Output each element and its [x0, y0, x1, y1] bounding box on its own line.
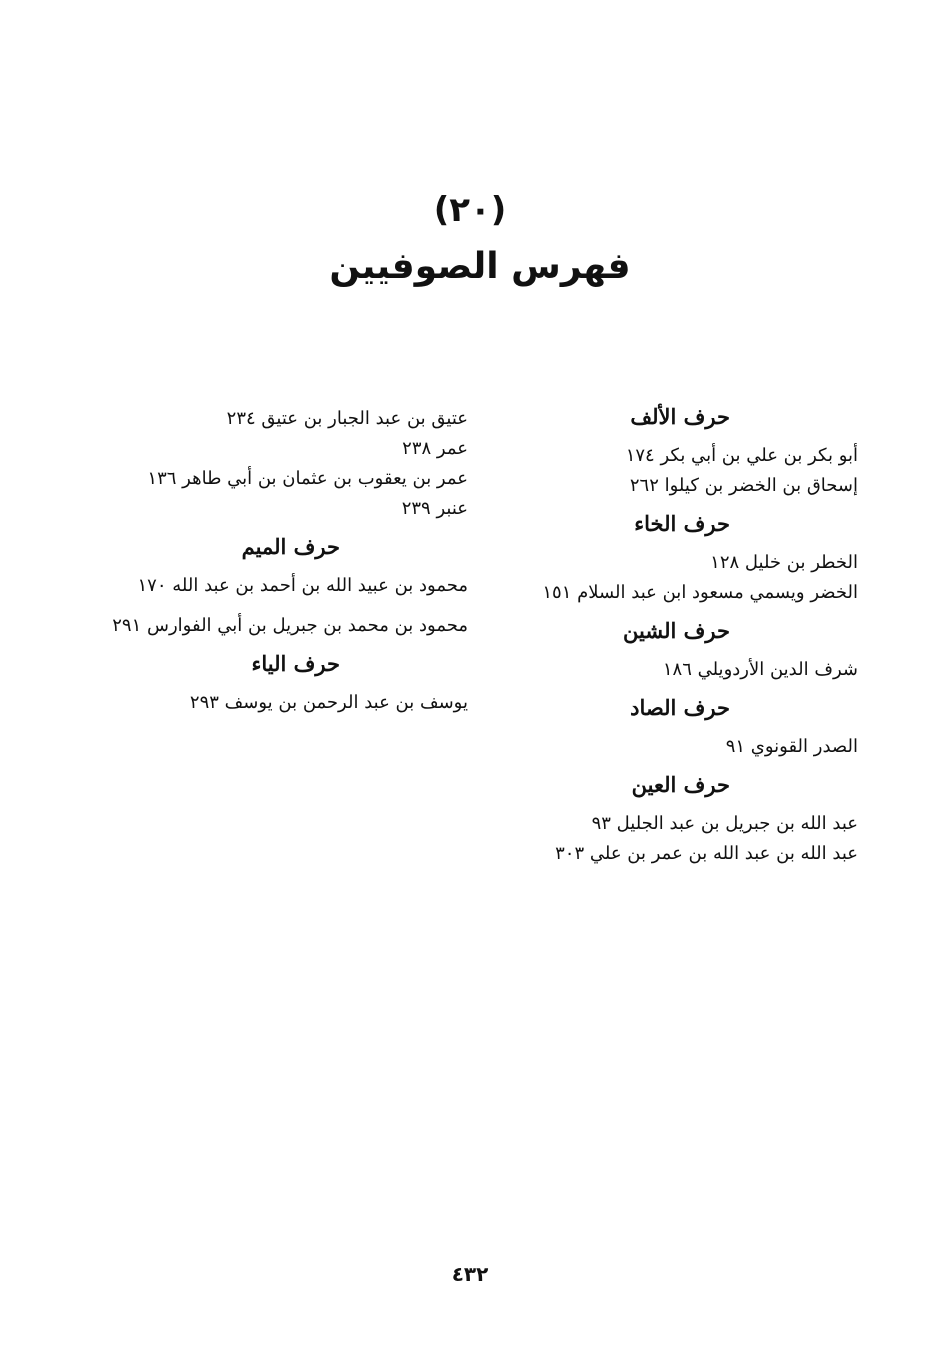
index-entry: الخطر بن خليل ١٢٨ [710, 552, 858, 573]
index-entry: الصدر القونوي ٩١ [725, 736, 858, 757]
index-entry: عنبر ٢٣٩ [401, 498, 468, 519]
letter-group-ain [478, 772, 858, 869]
letter-heading: حرف الصاد [630, 695, 730, 720]
index-entry: شرف الدين الأردويلي ١٨٦ [662, 659, 858, 680]
index-entry: عبد الله بن جبريل بن عبد الجليل ٩٣ [591, 813, 858, 834]
letter-heading: حرف الياء [251, 651, 340, 676]
letter-group-saad [478, 695, 858, 762]
index-entry: عمر بن يعقوب بن عثمان بن أبي طاهر ١٣٦ [147, 468, 468, 489]
index-entry: يوسف بن عبد الرحمن بن يوسف ٢٩٣ [189, 692, 468, 713]
letter-group-ain-continued [88, 404, 468, 524]
index-entry: عبد الله بن عبد الله بن عمر بن علي ٣٠٣ [555, 843, 858, 864]
letter-group-meem [88, 534, 468, 641]
letter-heading: حرف الخاء [634, 511, 730, 536]
index-entry: إسحاق بن الخضر بن كيلوا ٢٦٢ [629, 475, 858, 496]
left-column [88, 404, 468, 728]
letter-group-yaa [88, 651, 468, 718]
letter-heading: حرف الميم [241, 534, 340, 559]
letter-group-sheen [478, 618, 858, 685]
index-entry: عتيق بن عبد الجبار بن عتيق ٢٣٤ [226, 408, 468, 429]
index-entry: الخضر ويسمي مسعود ابن عبد السلام ١٥١ [542, 582, 858, 603]
index-entry: محمود بن محمد بن جبريل بن أبي الفوارس ٢٩١ [112, 615, 468, 636]
index-entry: أبو بكر بن علي بن أبي بكر ١٧٤ [625, 445, 858, 466]
page-number: ٤٣٢ [451, 1262, 489, 1286]
letter-heading: حرف الشين [623, 618, 730, 643]
index-title: فهرس الصوفيين [329, 246, 631, 287]
letter-group-alif [478, 404, 858, 501]
right-column [478, 404, 858, 879]
index-entry: عمر ٢٣٨ [402, 438, 468, 459]
letter-heading: حرف الألف [630, 404, 730, 429]
letter-heading: حرف العين [631, 772, 730, 797]
section-number: (٢٠) [433, 190, 507, 230]
index-entry: محمود بن عبيد الله بن أحمد بن عبد الله ١٧٠ [137, 575, 468, 596]
letter-group-khaa [478, 511, 858, 608]
